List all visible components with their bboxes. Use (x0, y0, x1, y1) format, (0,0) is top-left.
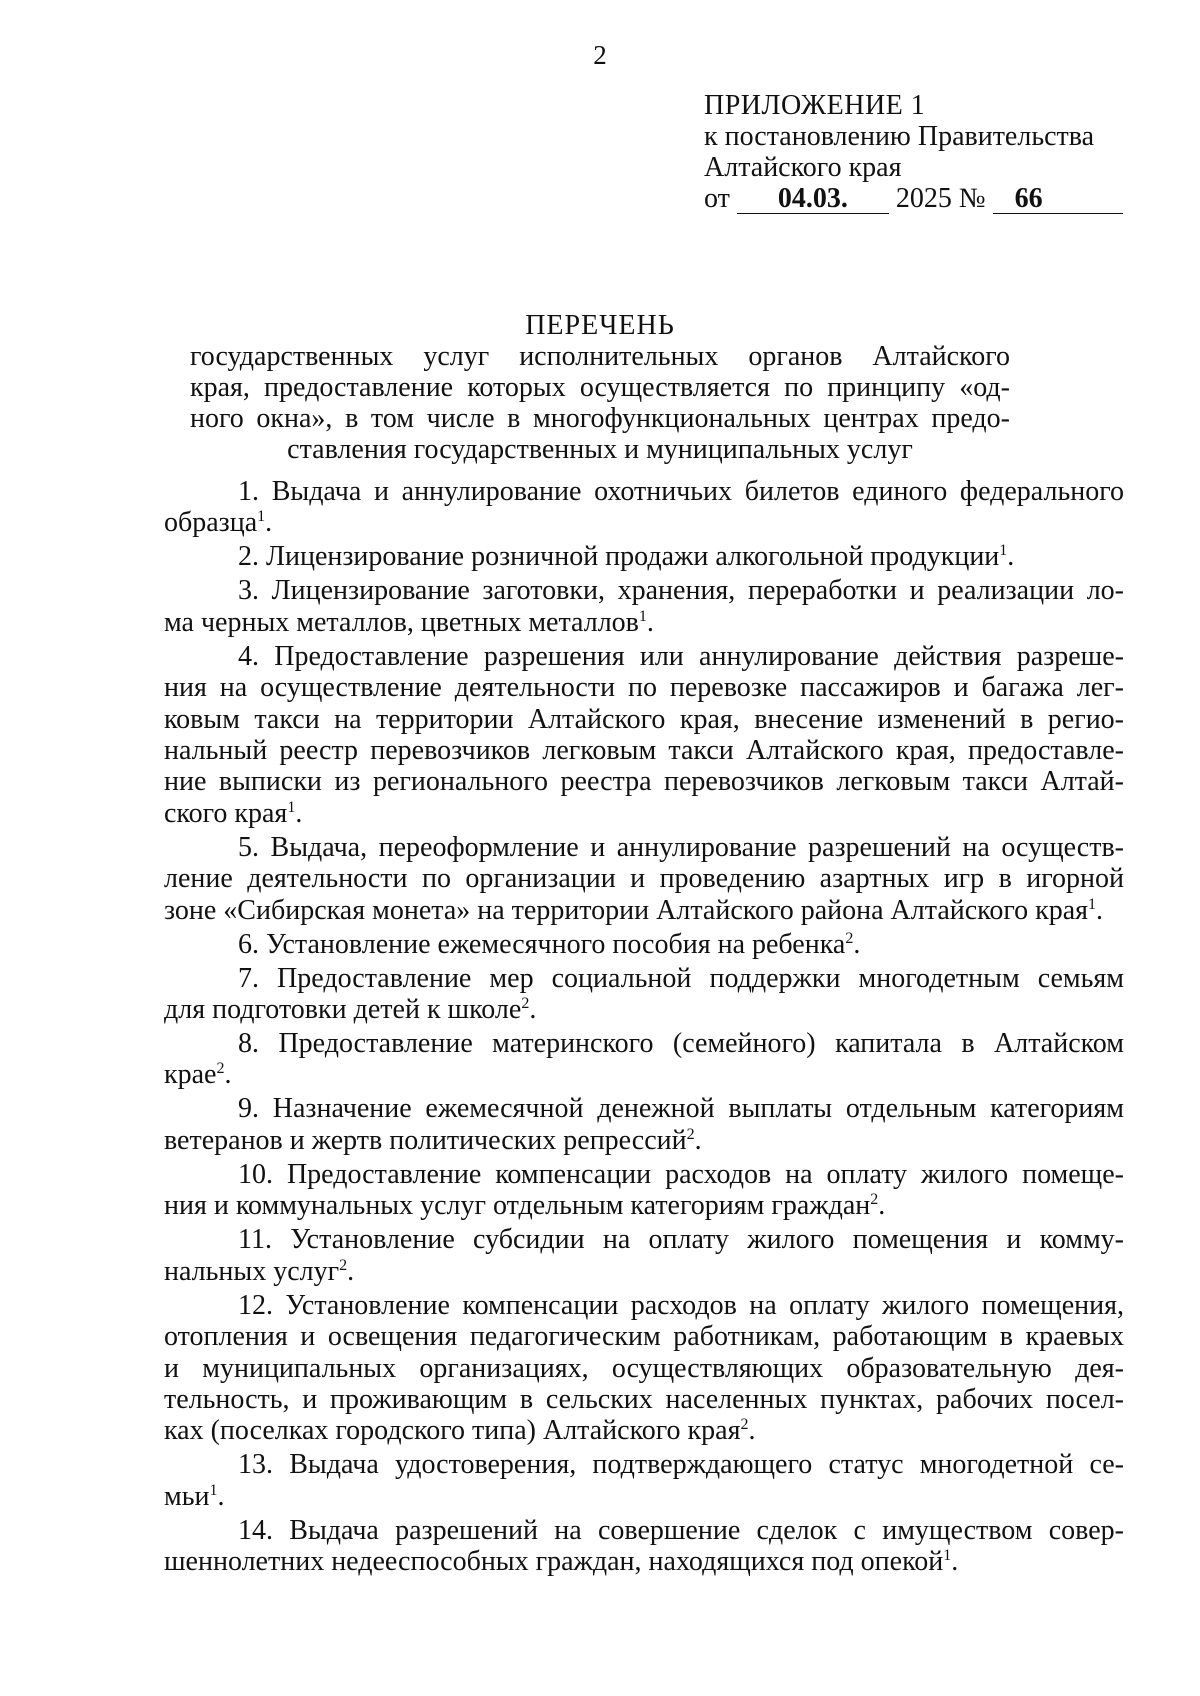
footnote-marker: 2 (686, 1125, 695, 1143)
list-item-line (164, 1321, 1124, 1352)
list-item-text: 1. Выдача и аннулирование охотничьих билетов единого федерального (238, 476, 1124, 507)
list-item (164, 575, 1124, 638)
list-item-line (164, 1159, 1124, 1190)
list-item-text: зоне «Сибирская монета» на территории Алтайского района Алтайского края (164, 894, 1089, 926)
list-item-text: 4. Предоставление разрешения или аннулирование действия разреше- (238, 640, 1124, 672)
list-item (164, 641, 1124, 829)
list-item-text: 10. Предоставление компенсации расходов на оплату жилого помеще- (238, 1158, 1124, 1190)
list-item (164, 1159, 1124, 1222)
list-item-line: ния и коммунальных услуг отдельным категориям граждан$^2$. (164, 1190, 886, 1222)
list-item-text: ках (поселках городского типа) Алтайского края (164, 1415, 741, 1447)
list-item-text: образца (164, 507, 258, 539)
list-item-text: ния на осуществление деятельности по перевозке пассажиров и багажа лег- (164, 672, 1124, 704)
list-item-text: ление деятельности по организации и проведению азартных игр в игорной (164, 863, 1124, 895)
list-item-line: ках (поселках городского типа) Алтайского края$^2$. (164, 1415, 756, 1447)
heading-line: края, предоставление которых осуществляется по принципу «од- (190, 372, 1010, 403)
services-list (164, 476, 1124, 1580)
footnote-marker: 1 (257, 508, 266, 526)
list-item-text: шеннолетних недееспособных граждан, находящихся под опекой (164, 1546, 944, 1578)
list-item-text: 7. Предоставление мер социальной поддержки многодетным семьям (238, 962, 1124, 994)
list-item-text: 5. Выдача, переоформление и аннулирование разрешений на осуществ- (238, 831, 1124, 863)
footnote-marker: 2 (845, 929, 854, 947)
list-item-text: для подготовки детей к школе (164, 994, 522, 1026)
list-item-line: шеннолетних недееспособных граждан, находящихся под опекой$^1$. (164, 1546, 959, 1578)
footnote-marker: 1 (999, 542, 1008, 560)
list-item-line: крае$^2$. (164, 1059, 232, 1091)
appendix-title: ПРИЛОЖЕНИЕ 1 (704, 90, 926, 121)
list-item-text: 14. Выдача разрешений на совершение сделок с имуществом совер- (238, 1514, 1124, 1546)
list-item (164, 1515, 1124, 1578)
list-item-text: 2. Лицензирование розничной продажи алкогольной продукции (238, 541, 1000, 573)
date-field (737, 185, 889, 214)
list-item (164, 1028, 1124, 1091)
list-item-text: 13. Выдача удостоверения, подтверждающего статус многодетной се- (238, 1449, 1124, 1481)
list-item-line (164, 766, 1124, 797)
list-item (164, 832, 1124, 926)
heading-line: государственных услуг исполнительных органов Алтайского (190, 341, 1010, 372)
list-item-line: 6. Установление ежемесячного пособия на ребенка$^2$. (238, 928, 861, 960)
list-item-text: ние выписки из регионального реестра перевозчиков легковым такси Алтай- (164, 766, 1124, 798)
list-item-line (164, 863, 1124, 894)
footnote-marker: 2 (216, 1060, 225, 1078)
list-item-line (164, 1353, 1124, 1384)
footnote-marker: 2 (521, 995, 530, 1013)
list-item-line: 2. Лицензирование розничной продажи алкогольной продукции$^1$. (238, 541, 1015, 573)
list-item (164, 1449, 1124, 1512)
list-item-text: 8. Предоставление материнского (семейного) капитала в Алтайском (238, 1028, 1124, 1060)
list-item-text: 3. Лицензирование заготовки, хранения, переработки и реализации ло- (238, 575, 1124, 607)
heading-line: ного окна», в том числе в многофункциональных центрах предо- (190, 403, 1010, 434)
list-item-line (164, 1384, 1124, 1415)
list-item (164, 1224, 1124, 1287)
document-heading (0, 310, 1200, 465)
list-item-text: 11. Установление субсидии на оплату жилого помещения и комму- (238, 1224, 1124, 1256)
list-item (164, 929, 1124, 960)
list-item-line (164, 832, 1124, 863)
list-item-text: ма черных металлов, цветных металлов (164, 606, 639, 638)
list-item-text: крае (164, 1059, 217, 1091)
list-item-text: нальный реестр перевозчиков легковым такси Алтайского края, предоставле- (164, 735, 1124, 767)
list-item-text: ветеранов и жертв политических репрессий (164, 1124, 687, 1156)
list-item-line: ма черных металлов, цветных металлов$^1$. (164, 606, 654, 638)
footnote-marker: 1 (209, 1481, 218, 1499)
footnote-marker: 1 (943, 1547, 952, 1565)
number-value: 66 (1014, 183, 1043, 214)
date-value: 04.03. (777, 183, 848, 214)
list-item-text: нальных услуг (164, 1255, 340, 1287)
list-item-line (164, 672, 1124, 703)
appendix-header (704, 90, 1123, 214)
list-item-line: ветеранов и жертв политических репрессий$^2$. (164, 1124, 702, 1156)
list-item (164, 1290, 1124, 1447)
appendix-line-1: к постановлению Правительства (704, 121, 1095, 152)
list-item-line (164, 575, 1124, 606)
list-item-text: 12. Установление компенсации расходов на оплату жилого помещения, (238, 1289, 1124, 1321)
list-item-text: тельность, и проживающим в сельских населенных пунктах, рабочих посел- (164, 1383, 1124, 1415)
heading-title: ПЕРЕЧЕНЬ (525, 310, 675, 341)
list-item-line (164, 1515, 1124, 1546)
list-item-line (164, 1290, 1124, 1321)
list-item-line (164, 641, 1124, 672)
list-item-line (164, 704, 1124, 735)
list-item-line: для подготовки детей к школе$^2$. (164, 994, 537, 1026)
list-item-line (164, 1093, 1124, 1124)
year-label: 2025 № (895, 183, 986, 214)
list-item-text: ковым такси на территории Алтайского края, внесение изменений в регио- (164, 703, 1124, 735)
heading-subtitle (190, 341, 1010, 465)
list-item-line: ского края$^1$. (164, 797, 303, 829)
list-item-line (164, 1028, 1124, 1059)
list-item-text: 6. Установление ежемесячного пособия на ребенка (238, 928, 846, 960)
list-item-text: 9. Назначение ежемесячной денежной выплаты отдельным категориям (238, 1093, 1124, 1125)
list-item-text: ского края (164, 797, 288, 829)
list-item-text: и муниципальных организациях, осуществляющих образовательную дея- (164, 1352, 1124, 1384)
list-item-text: отопления и освещения педагогическим работникам, работающим в краевых (164, 1321, 1124, 1353)
list-item-line: зоне «Сибирская монета» на территории Алтайского района Алтайского края$^1$. (164, 894, 1104, 926)
list-item (164, 1093, 1124, 1156)
list-item-line: образца$^1$. (164, 507, 273, 539)
list-item-line (164, 476, 1124, 507)
appendix-date-line (704, 183, 1123, 214)
footnote-marker: 2 (740, 1416, 749, 1434)
list-item-line (164, 963, 1124, 994)
list-item (164, 476, 1124, 539)
date-prefix: от (704, 183, 730, 214)
list-item-line (164, 735, 1124, 766)
list-item-line: мьи$^1$. (164, 1480, 225, 1512)
page-number: 2 (593, 40, 607, 70)
list-item (164, 541, 1124, 572)
number-field (993, 185, 1123, 214)
footnote-marker: 1 (1088, 895, 1097, 913)
appendix-line-2: Алтайского края (704, 152, 902, 183)
list-item-text: ния и коммунальных услуг отдельным категориям граждан (164, 1190, 871, 1222)
list-item-line: нальных услуг$^2$. (164, 1255, 355, 1287)
list-item-line (164, 1224, 1124, 1255)
heading-line: ставления государственных и муниципальных услуг (287, 434, 913, 465)
list-item-text: мьи (164, 1480, 210, 1512)
list-item-line (164, 1449, 1124, 1480)
footnote-marker: 2 (339, 1256, 348, 1274)
list-item (164, 963, 1124, 1026)
footnote-marker: 1 (287, 798, 296, 816)
footnote-marker: 1 (638, 607, 647, 625)
footnote-marker: 2 (870, 1191, 879, 1209)
